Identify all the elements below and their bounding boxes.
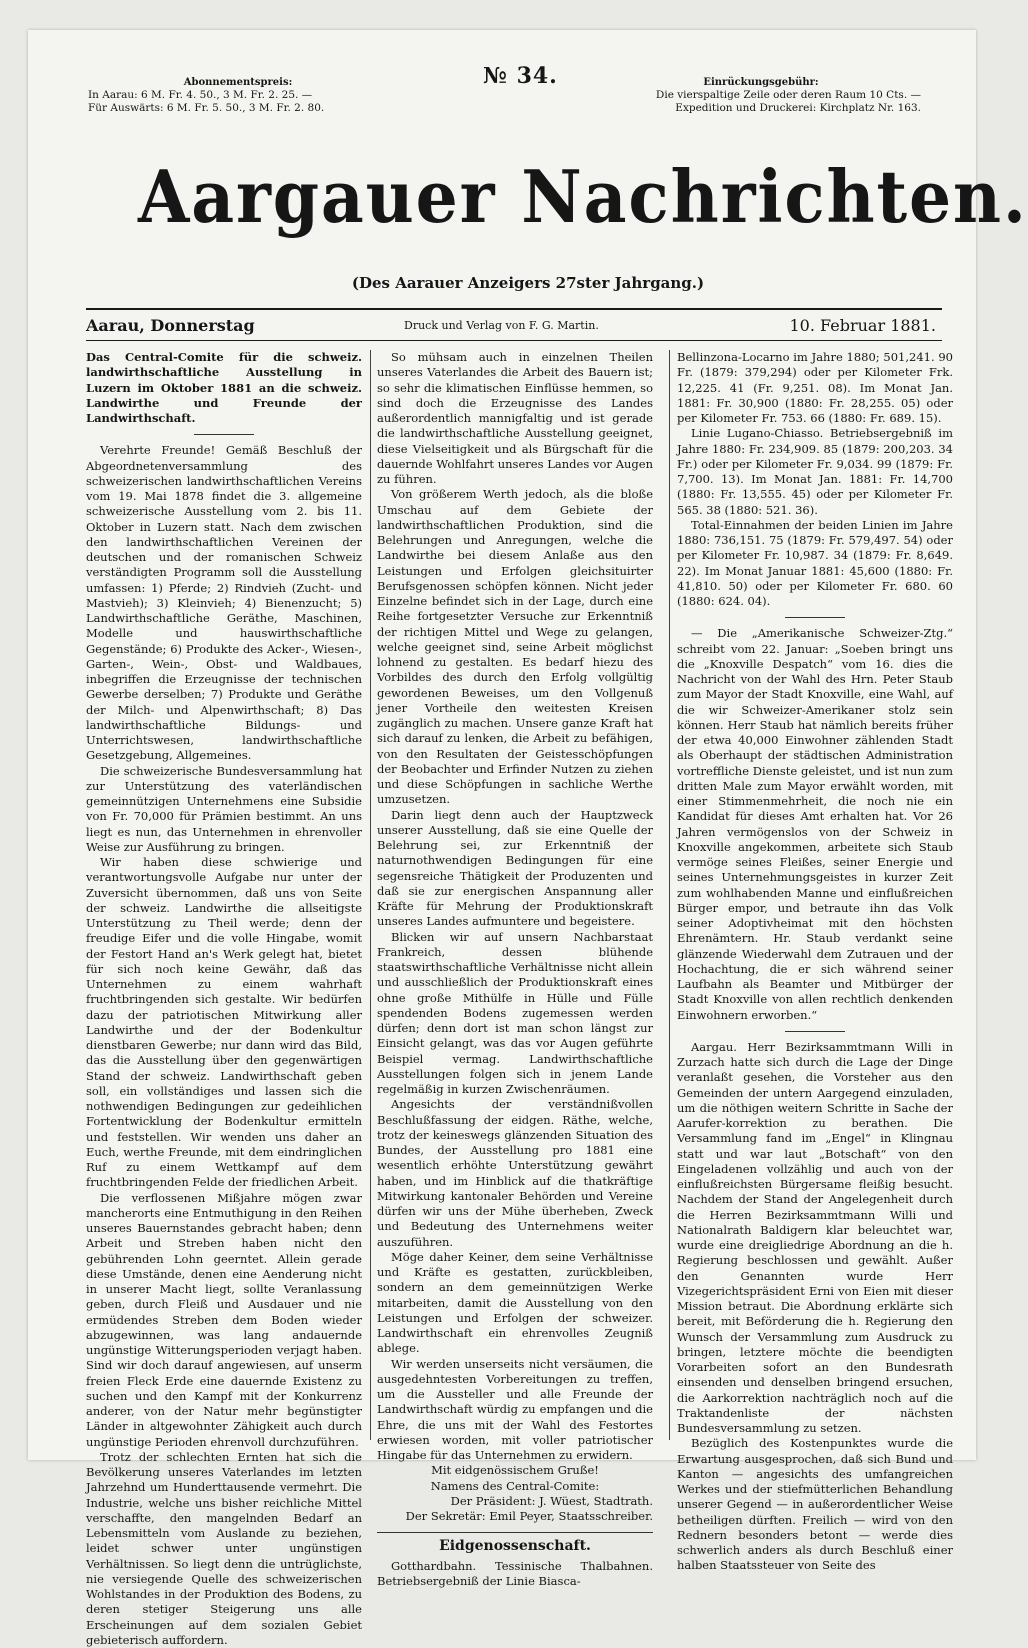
- column-rule: [370, 350, 371, 1440]
- dateline: [86, 314, 942, 338]
- subscription-line: Für Auswärts: 6 M. Fr. 5. 50., 3 M. Fr. 2. 80.: [88, 102, 325, 114]
- divider: [785, 617, 845, 618]
- insertion-box: [601, 76, 921, 115]
- paragraph: Linie Lugano-Chiasso. Betriebsergebniß im Jahre 1880: Fr. 234,909. 85 (1879: 200,203. 34 Fr.) oder per Kilometer Fr. 9,034. 99 (1879: Fr. 7,700. 13). Im Monat Jan. 1881: Fr. 14,700 (1880: Fr. 13,555. 45) oder per Kilometer Fr. 565. 38 (1880: 521. 36).: [677, 426, 953, 517]
- newspaper-page: [28, 30, 1028, 1647]
- paragraph: Möge daher Keiner, dem seine Verhältnisse und Kräfte es gestatten, zurückbleiben, sondern an dem gemeinnützigen Werke mitarbeiten, damit die Ausstellung von den Leistungen und Erfolgen der schweizer. Landwirthschaft ein ehrenvolles Zeugniß ablege.: [377, 1249, 653, 1356]
- divider: [785, 1031, 845, 1032]
- paragraph: Von größerem Werth jedoch, als die bloße Umschau auf dem Gebiete der landwirthschaftlichen Produktion, sind die Belehrungen und Anregungen, welche die Landwirthe bei diesem Anlaße aus den Leistungen und Erfolgen gleichsituirter Berufsgenossen schöpfen können. Nicht jeder Einzelne befindet sich in der Lage, durch eine Reihe fortgesetzter Versuche zur Erkenntniß der richtigen Mittel und Wege zu gelangen, welche geeignet sind, seine Arbeit möglichst lohnend zu gestalten. Es bedarf hiezu des Vorbildes des durch den Erfolg vollgültig gewordenen Beweises, um den Vollgenuß jener Vortheile den weitesten Kreisen zugänglich zu machen. Unsere ganze Kraft hat sich darauf zu lenken, die Arbeit zu befähigen, von den Resultaten der Geistesschöpfungen der Beobachter und Erfinder Nutzen zu ziehen und diese Schöpfungen in sachliche Werthe umzusetzen.: [377, 487, 653, 807]
- dateline-place: Aarau, Donnerstag: [86, 316, 255, 335]
- paragraph: Trotz der schlechten Ernten hat sich die Bevölkerung unseres Vaterlandes im letzten Jahrzehnd um Hunderttausende vermehrt. Die Industrie, welche uns bisher reichliche Mittel verschaffte, den mangelnden Bedarf an Lebensmitteln vom Auslande zu beziehen, leidet schwer unter ungünstigen Verhältnissen. So liegt denn die untrüglichste, nie versiegende Quelle des schweizerischen Wohlstandes in der Produktion des Bodens, zu deren stetiger Steigerung uns alle Erscheinungen auf dem sozialen Gebiet gebieterisch auffordern.: [86, 1449, 362, 1647]
- subscription-line: In Aarau: 6 M. Fr. 4. 50., 3 M. Fr. 2. 25. —: [88, 89, 313, 101]
- issue-number: № 34.: [483, 63, 558, 89]
- divider: [86, 308, 942, 310]
- insertion-line: Expedition und Druckerei: Kirchplatz Nr. 163.: [675, 102, 921, 114]
- paragraph: Angesichts der verständnißvollen Beschlußfassung der eidgen. Räthe, welche, trotz der keineswegs glänzenden Situation des Bundes, der Ausstellung pro 1881 eine wesentlich erhöhte Unterstützung gewährt haben, und im Hinblick auf die thatkräftige Mitwirkung kantonaler Behörden und Vereine dürfen wir uns der Mühe überheben, Zweck und Bedeutung des Unternehmens weiter auszuführen.: [377, 1097, 653, 1249]
- insertion-line: Die vierspaltige Zeile oder deren Raum 10 Cts. —: [655, 89, 921, 101]
- paragraph: Verehrte Freunde! Gemäß Beschluß der Abgeordnetenversammlung des schweizerischen landwirthschaftlichen Vereins vom 19. Mai 1878 findet die 3. allgemeine schweizerische Ausstellung vom 2. bis 11. Oktober in Luzern statt. Nach dem zwischen den landwirthschaftlichen Vereinen der deutschen und der romanischen Schweiz verständigten Programm soll die Ausstellung umfassen: 1) Pferde; 2) Rindvieh (Zucht- und Mastvieh); 3) Kleinvieh; 4) Bienenzucht; 5) Landwirthschaftliche Geräthe, Maschinen, Modelle und hauswirthschaftliche Gegenstände; 6) Produkte des Acker-, Wiesen-, Garten-, Wein-, Obst- und Waldbaues, inbegriffen die Erzeugnisse der technischen Gewerbe derselben; 7) Produkte und Geräthe der Milch- und Alpenwirthschaft; 8) Das landwirthschaftliche Bildungs- und Unterrichtswesen, landwirthschaftliche Gesetzgebung, Allgemeines.: [86, 443, 362, 763]
- subscription-box: [88, 76, 388, 115]
- subscription-label: Abonnementspreis:: [183, 77, 293, 88]
- newspaper-title: Aargauer Nachrichten.: [138, 154, 1028, 239]
- paragraph: Bellinzona-Locarno im Jahre 1880; 501,241. 90 Fr. (1879: 379,294) oder per Kilometer Frk. 12,225. 41 (Fr. 9,251. 08). Im Monat Jan. 1881: Fr. 30,900 (1880: Fr. 28,255. 05) oder per Kilometer Fr. 753. 66 (1880: Fr. 689. 15).: [677, 350, 953, 425]
- greeting: Mit eidgenössischem Gruße!: [431, 1463, 599, 1478]
- paragraph: — Die „Amerikanische Schweizer-Ztg.“ schreibt vom 22. Januar: „Soeben bringt uns die „Knoxville Despatch“ vom 16. dies die Nachricht von der Wahl des Hrn. Peter Staub zum Mayor der Stadt Knoxville, eine Wahl, auf die wir Schweizer-Amerikaner stolz sein können. Herr Staub hat nämlich bereits früher der etwa 40,000 Einwohner zählenden Stadt als Oberhaupt der städtischen Administration vortreffliche Dienste geleistet, und ist nun zum dritten Male zum Mayor erwählt worden, mit einer Stimmenmehrheit, die noch nie ein Kandidat für dieses Amt erhalten hat. Vor 26 Jahren vermögenslos von der Schweiz in Knoxville angekommen, arbeitete sich Staub vermöge seines Fleißes, seiner Energie und seines Unternehmungsgeistes in kurzer Zeit zum wohlhabenden Manne und einflußreichen Bürger empor, und betraute ihn das Volk seiner Adoptivheimat mit den höchsten Ehrenämtern. Hr. Staub verdankt seine glänzende Wiederwahl dem Zutrauen und der Hochachtung, die er sich während seiner Laufbahn als Beamter und Mitbürger der Stadt Knoxville von allen rechtlich denkenden Einwohnern erworben.“: [677, 626, 953, 1022]
- paragraph: Die schweizerische Bundesversammlung hat zur Unterstützung des vaterländischen gemeinnützigen Unternehmens eine Subsidie von Fr. 70,000 für Prämien bestimmt. An uns liegt es nun, das Unternehmen in ehrenvoller Weise zur Ausführung zu bringen.: [86, 763, 362, 854]
- column-rule: [669, 350, 670, 1440]
- dateline-publisher: Druck und Verlag von F. G. Martin.: [404, 319, 599, 332]
- paragraph: Blicken wir auf unsern Nachbarstaat Frankreich, dessen blühende staatswirthschaftliche Verhältnisse nicht allein und ausschließlich der Produktionskraft eines ohne große Mithülfe in Hülle und Fülle spendenden Bodens zugemessen werden dürfen; denn dort ist man schon längst zur Einsicht gelangt, was das vor Augen geführte Beispiel vermag. Landwirthschaftliche Ausstellungen folgen sich in jenem Lande regelmäßig in kurzen Zwischenräumen.: [377, 929, 653, 1096]
- signature-line: Der Sekretär: Emil Peyer, Staatsschreiber.: [405, 1509, 653, 1523]
- signature-line: Der Präsident: J. Wüest, Stadtrath.: [450, 1493, 653, 1508]
- divider: [86, 340, 942, 341]
- dateline-date: 10. Februar 1881.: [789, 316, 936, 335]
- paragraph: Aargau. Herr Bezirksammtmann Willi in Zurzach hatte sich durch die Lage der Dinge veranlaßt gesehen, die Vorsteher aus den Gemeinden der untern Aargegend einzuladen, um die nöthigen weitern Schritte in Sache der Aarufer-korrektion zu berathen. Die Versammlung fand im „Engel“ in Klingnau statt und war laut „Botschaft“ von den Eingeladenen vollzählig und auch von der einflußreichsten Bürgersame fleißig besucht. Nachdem der Stand der Angelegenheit durch die Herren Bezirksammtmann Willi und Nationalrath Baldigern klar beleuchtet war, wurde eine dreigliedrige Abordnung an die h. Regierung beschlossen und gewählt. Außer den Genannten wurde Herr Vizegerichtspräsident Erni von Eien mit dieser Mission betraut. Die Abordnung erklärte sich bereit, mit Beförderung die h. Regierung den Wunsch der Versammlung zum Ausdruck zu bringen, letztere möchte die beendigten Vorarbeiten sofort an den Bundesrath einsenden und denselben bringend ersuchen, die Aarkorrektion nachträglich noch auf die Traktandenliste der nächsten Bundesversammlung zu setzen.: [677, 1039, 953, 1435]
- column-1: [86, 350, 362, 1647]
- paragraph: Wir haben diese schwierige und verantwortungsvolle Aufgabe nur unter der Zuversicht übernommen, daß uns von Seite der schweiz. Landwirthe die allseitigste Unterstützung zu Theil werde; denn der freudige Eifer und die volle Hingabe, womit der Festort Hand an's Werk gelegt hat, bietet für sich noch keine Gewähr, daß das Unternehmen zu einem wahrhaft fruchtbringenden sich gestalte. Wir bedürfen dazu der patriotischen Mitwirkung aller Landwirthe und der der Bodenkultur dienstbaren Gewerbe; nur dann wird das Bild, das die Ausstellung über den gegenwärtigen Stand der schweiz. Landwirthschaft geben soll, ein vollständiges und lassen sich die nothwendigen Bedingungen zur gedeihlichen Fortentwicklung der Bodenkultur ermitteln und feststellen. Wir wenden uns daher an Euch, werthe Freunde, mit dem eindringlichen Ruf zu einem Wettkampf auf dem fruchtbringenden Felde der friedlichen Arbeit.: [86, 855, 362, 1190]
- paragraph: Wir werden unserseits nicht versäumen, die ausgedehntesten Vorbereitungen zu treffen, um die Aussteller und alle Freunde der Landwirthschaft würdig zu empfangen und die Ehre, die uns mit der Wahl des Festortes erwiesen worden, mit voller patriotischer Hingabe für das Unternehmen zu erwidern.: [377, 1356, 653, 1462]
- insertion-label: Einrückungsgebühr:: [703, 77, 819, 88]
- paragraph: Gotthardbahn. Tessinische Thalbahnen. Betriebsergebniß der Linie Biasca-: [377, 1558, 653, 1588]
- divider: [194, 434, 254, 435]
- newspaper-subtitle: (Des Aarauer Anzeigers 27ster Jahrgang.): [351, 274, 705, 292]
- paragraph: Darin liegt denn auch der Hauptzweck unserer Ausstellung, daß sie eine Quelle der Belehrung sei, zur Erkenntniß der naturnothwendigen Bedingungen für eine segensreiche Thätigkeit der Produzenten und daß sie zur energischen Anspannung aller Kräfte für Mehrung der Produktionskraft unseres Landes aufmuntere und begeistere.: [377, 807, 653, 929]
- paragraph: Bezüglich des Kostenpunktes wurde die Erwartung ausgesprochen, daß sich Bund und Kanton — angesichts des umfangreichen Werkes und der stiefmütterlichen Behandlung unserer Gegend — in außerordentlicher Weise betheiligen dürften. Freilich — wird von den Rednern besonders betont — werde dies schwerlich anders als durch Beschluß einer halben Staatssteuer von Seite des: [677, 1436, 953, 1573]
- column-2: [377, 350, 653, 1588]
- paragraph: Die verflossenen Mißjahre mögen zwar mancherorts eine Entmuthigung in den Reihen unseres Bauernstandes gebracht haben; denn Arbeit und Streben haben nicht den gebührenden Lohn geerntet. Allein gerade diese Umstände, denen eine Aenderung nicht in unserer Macht liegt, sollte Veranlassung geben, durch Fleiß und Ausdauer und nie ermüdendes Streben dem Boden wieder abzugewinnen, was lang andauernde ungünstige Witterungsperioden verjagt haben. Sind wir doch darauf angewiesen, auf unserm freien Fleck Erde eine dauernde Existenz zu suchen und den Kampf mit der Konkurrenz anderer, von der Natur mehr begünstigter Länder in altgewohnter Zähigkeit auch durch ungünstige Perioden ehrenvoll durchzuführen.: [86, 1190, 362, 1449]
- article-headline: Das Central-Comite für die schweiz. landwirthschaftliche Ausstellung in Luzern im Oktober 1881 an die schweiz. Landwirthe und Freunde der Landwirthschaft.: [86, 350, 362, 425]
- paragraph: Total-Einnahmen der beiden Linien im Jahre 1880: 736,151. 75 (1879: Fr. 579,497. 54) oder per Kilometer Fr. 10,987. 34 (1879: Fr. 8,649. 22). Im Monat Januar 1881: 45,600 (1880: Fr. 41,810. 50) oder per Kilometer Fr. 680. 60 (1880: 624. 04).: [677, 517, 953, 608]
- section-heading: Eidgenossenschaft.: [377, 1532, 653, 1554]
- signature-line: Namens des Central-Comite:: [430, 1478, 600, 1493]
- column-3: [677, 350, 953, 1573]
- paragraph: So mühsam auch in einzelnen Theilen unseres Vaterlandes die Arbeit des Bauern ist; so sehr die klimatischen Einflüsse hemmen, so sind doch die Erzeugnisse des Landes außerordentlich mannigfaltig und ist gerade die landwirthschaftliche Ausstellung geeignet, diese Vielseitigkeit und als Bürgschaft für die dauernde Wohlfahrt unseres Landes vor Augen zu führen.: [377, 350, 653, 486]
